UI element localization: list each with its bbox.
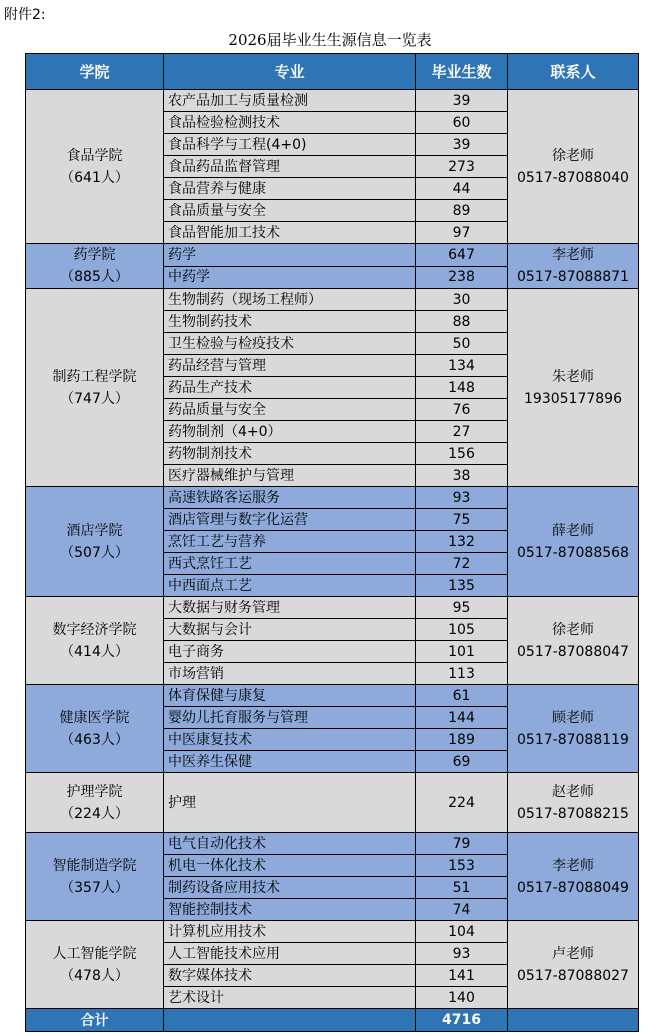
major-name: 智能控制技术 (164, 899, 416, 921)
major-name: 食品科学与工程(4+0) (164, 134, 416, 156)
table-row (26, 921, 639, 943)
graduate-count: 105 (416, 619, 508, 641)
college-total: （357人） (60, 879, 129, 896)
major-name: 药品经营与管理 (164, 355, 416, 377)
graduate-count: 39 (416, 134, 508, 156)
major-name: 农产品加工与质量检测 (164, 90, 416, 112)
college-cell (26, 685, 164, 773)
header-contact: 联系人 (508, 54, 639, 90)
college-name: 制药工程学院 (52, 368, 137, 385)
major-name: 食品药品监督管理 (164, 156, 416, 178)
total-label: 合计 (26, 1009, 164, 1032)
graduate-count: 189 (416, 729, 508, 751)
graduate-count: 44 (416, 178, 508, 200)
graduate-count: 60 (416, 112, 508, 134)
contact-cell (508, 773, 639, 833)
graduate-count: 88 (416, 311, 508, 333)
college-cell (26, 921, 164, 1009)
graduate-count: 69 (416, 751, 508, 773)
graduate-count: 89 (416, 200, 508, 222)
contact-cell (508, 487, 639, 597)
contact-name: 朱老师 (552, 368, 594, 385)
college-name: 数字经济学院 (52, 621, 137, 638)
major-name: 人工智能技术应用 (164, 943, 416, 965)
total-count: 4716 (416, 1009, 508, 1032)
contact-cell (508, 921, 639, 1009)
college-cell (26, 289, 164, 487)
graduate-count: 30 (416, 289, 508, 311)
header-college: 学院 (26, 54, 164, 90)
college-total: （747人） (60, 390, 129, 407)
contact-phone: 0517-87088871 (517, 269, 629, 285)
table-row (26, 773, 639, 833)
major-name: 药学 (164, 244, 416, 267)
major-name: 中西面点工艺 (164, 575, 416, 597)
college-total: （478人） (60, 967, 129, 984)
graduate-count: 38 (416, 465, 508, 487)
graduate-count: 97 (416, 222, 508, 244)
contact-name: 徐老师 (552, 147, 594, 164)
contact-cell (508, 597, 639, 685)
contact-name: 薛老师 (552, 522, 594, 539)
major-name: 西式烹饪工艺 (164, 553, 416, 575)
graduate-count: 51 (416, 877, 508, 899)
contact-phone: 0517-87088027 (517, 967, 629, 984)
college-cell (26, 597, 164, 685)
table-row (26, 289, 639, 311)
major-name: 食品质量与安全 (164, 200, 416, 222)
graduate-count: 135 (416, 575, 508, 597)
college-cell (26, 90, 164, 244)
major-name: 中医康复技术 (164, 729, 416, 751)
contact-cell (508, 833, 639, 921)
college-name: 药学院 (73, 247, 116, 263)
college-total: （224人） (60, 805, 129, 822)
college-cell (26, 487, 164, 597)
contact-cell (508, 289, 639, 487)
major-name: 中药学 (164, 266, 416, 289)
graduate-count: 101 (416, 641, 508, 663)
graduate-count: 156 (416, 443, 508, 465)
college-cell (26, 833, 164, 921)
graduate-count: 75 (416, 509, 508, 531)
header-count: 毕业生数 (416, 54, 508, 90)
graduate-count: 104 (416, 921, 508, 943)
major-name: 药物制剂（4+0） (164, 421, 416, 443)
major-name: 医疗器械维护与管理 (164, 465, 416, 487)
contact-phone: 0517-87088049 (517, 879, 629, 896)
contact-cell (508, 685, 639, 773)
major-name: 电子商务 (164, 641, 416, 663)
graduate-count: 238 (416, 266, 508, 289)
contact-phone: 0517-87088215 (517, 805, 629, 822)
header-major: 专业 (164, 54, 416, 90)
total-empty (164, 1009, 416, 1032)
major-name: 护理 (164, 773, 416, 833)
graduate-count: 132 (416, 531, 508, 553)
graduate-count: 153 (416, 855, 508, 877)
contact-phone: 0517-87088119 (517, 731, 629, 748)
contact-name: 卢老师 (552, 945, 594, 962)
page-title: 2026届毕业生生源信息一览表 (228, 31, 432, 49)
table-row (26, 487, 639, 509)
major-name: 药品生产技术 (164, 377, 416, 399)
graduate-count: 72 (416, 553, 508, 575)
contact-name: 李老师 (552, 857, 594, 874)
graduate-count: 140 (416, 987, 508, 1009)
college-name: 酒店学院 (66, 522, 123, 539)
graduate-count: 113 (416, 663, 508, 685)
total-row (26, 1009, 639, 1032)
major-name: 卫生检验与检疫技术 (164, 333, 416, 355)
college-name: 健康医学院 (59, 709, 130, 726)
college-name: 智能制造学院 (52, 857, 137, 874)
major-name: 生物制药技术 (164, 311, 416, 333)
college-total: （641人） (60, 169, 129, 186)
table-row (26, 90, 639, 112)
total-empty-contact (508, 1009, 639, 1032)
graduate-count: 79 (416, 833, 508, 855)
major-name: 中医养生保健 (164, 751, 416, 773)
major-name: 食品营养与健康 (164, 178, 416, 200)
contact-phone: 0517-87088568 (517, 544, 629, 561)
college-total: （507人） (60, 544, 129, 561)
contact-name: 李老师 (552, 247, 594, 263)
graduate-count: 27 (416, 421, 508, 443)
graduate-count: 76 (416, 399, 508, 421)
major-name: 生物制药（现场工程师） (164, 289, 416, 311)
graduate-count: 144 (416, 707, 508, 729)
major-name: 制药设备应用技术 (164, 877, 416, 899)
table-row (26, 244, 639, 267)
attachment-label: 附件2: (4, 7, 46, 23)
major-name: 婴幼儿托育服务与管理 (164, 707, 416, 729)
college-name: 人工智能学院 (52, 945, 137, 962)
major-name: 计算机应用技术 (164, 921, 416, 943)
graduate-count: 134 (416, 355, 508, 377)
graduate-count: 273 (416, 156, 508, 178)
graduate-info-table (25, 53, 639, 1032)
contact-cell (508, 90, 639, 244)
contact-name: 徐老师 (552, 621, 594, 638)
college-cell (26, 773, 164, 833)
graduate-count: 224 (416, 773, 508, 833)
major-name: 食品智能加工技术 (164, 222, 416, 244)
major-name: 机电一体化技术 (164, 855, 416, 877)
table-row (26, 833, 639, 855)
college-name: 食品学院 (66, 147, 123, 164)
major-name: 高速铁路客运服务 (164, 487, 416, 509)
major-name: 酒店管理与数字化运营 (164, 509, 416, 531)
major-name: 食品检验检测技术 (164, 112, 416, 134)
contact-phone: 19305177896 (524, 390, 622, 407)
major-name: 市场营销 (164, 663, 416, 685)
contact-name: 赵老师 (552, 783, 594, 800)
graduate-count: 93 (416, 943, 508, 965)
table-body (26, 90, 639, 1009)
major-name: 药物制剂技术 (164, 443, 416, 465)
graduate-count: 93 (416, 487, 508, 509)
major-name: 大数据与会计 (164, 619, 416, 641)
college-cell (26, 244, 164, 289)
graduate-count: 95 (416, 597, 508, 619)
graduate-count: 50 (416, 333, 508, 355)
college-total: （463人） (60, 731, 129, 748)
college-name: 护理学院 (66, 783, 123, 800)
college-total: （414人） (60, 643, 129, 660)
major-name: 数字媒体技术 (164, 965, 416, 987)
table-row (26, 597, 639, 619)
graduate-count: 148 (416, 377, 508, 399)
major-name: 烹饪工艺与营养 (164, 531, 416, 553)
table-header-row (26, 54, 639, 90)
major-name: 电气自动化技术 (164, 833, 416, 855)
graduate-count: 647 (416, 244, 508, 267)
major-name: 药品质量与安全 (164, 399, 416, 421)
graduate-count: 141 (416, 965, 508, 987)
table-row (26, 685, 639, 707)
major-name: 大数据与财务管理 (164, 597, 416, 619)
graduate-count: 61 (416, 685, 508, 707)
contact-cell (508, 244, 639, 289)
contact-phone: 0517-87088040 (517, 169, 629, 186)
contact-name: 顾老师 (552, 709, 594, 726)
graduate-count: 74 (416, 899, 508, 921)
major-name: 艺术设计 (164, 987, 416, 1009)
contact-phone: 0517-87088047 (517, 643, 629, 660)
major-name: 体育保健与康复 (164, 685, 416, 707)
graduate-count: 39 (416, 90, 508, 112)
college-total: （885人） (60, 269, 129, 285)
